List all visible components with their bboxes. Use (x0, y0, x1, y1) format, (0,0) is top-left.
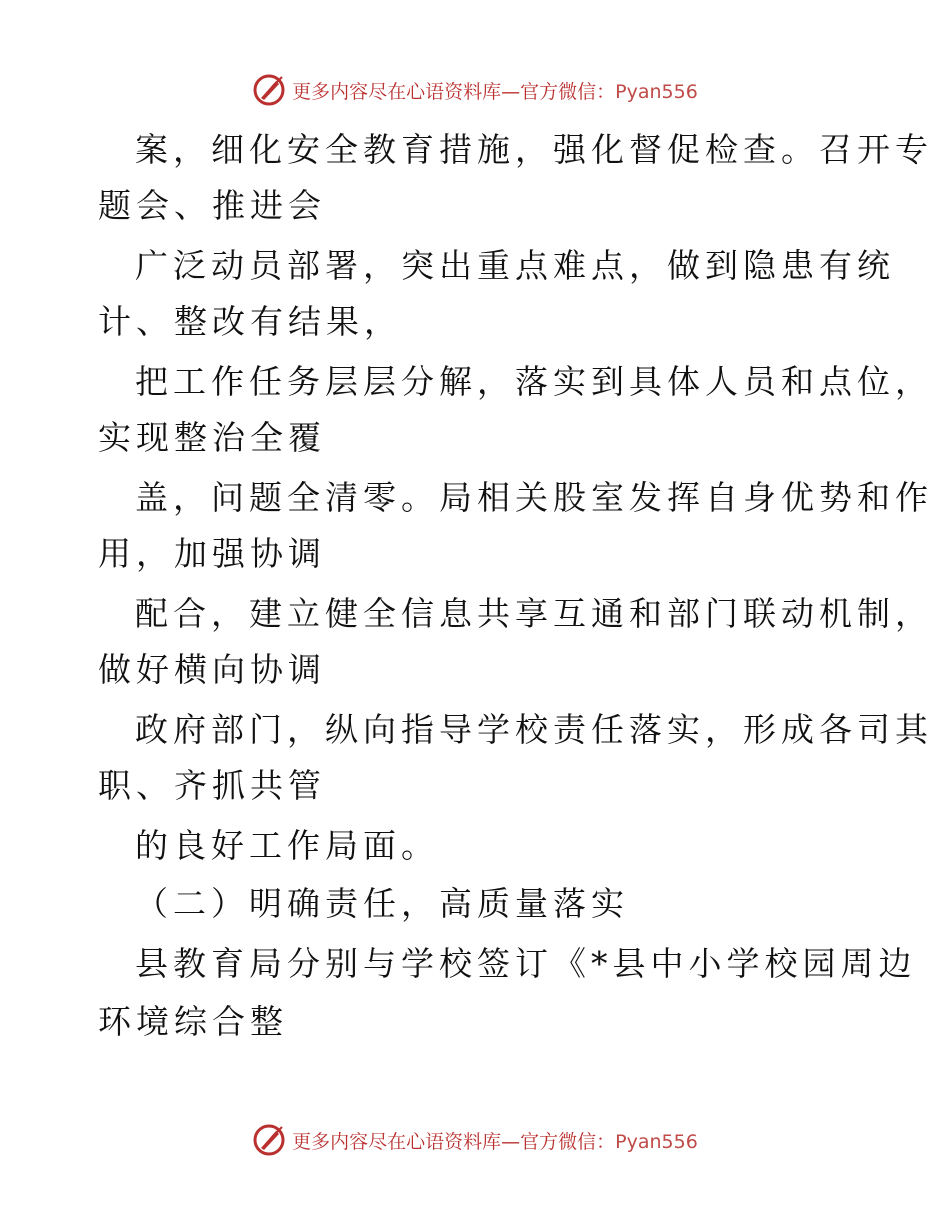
body-line: 职、齐抓共管 (98, 766, 326, 805)
body-line: 广泛动员部署，突出重点难点，做到隐患有统 (135, 246, 895, 285)
quill-logo-icon (252, 73, 286, 107)
header-watermark (0, 70, 950, 110)
body-line: 县教育局分别与学校签订《*县中小学校园周边 (135, 944, 917, 983)
section-heading: （二）明确责任，高质量落实 (135, 884, 629, 923)
body-line: 实现整治全覆 (98, 418, 326, 457)
body-line: 案，细化安全教育措施，强化督促检查。召开专 (135, 130, 933, 169)
watermark-text: 更多内容尽在心语资料库—官方微信：Pyan556 (292, 80, 698, 103)
body-line: 配合，建立健全信息共享互通和部门联动机制， (135, 594, 933, 633)
body-line: 做好横向协调 (98, 650, 326, 689)
body-line: 盖，问题全清零。局相关股室发挥自身优势和作 (135, 478, 933, 517)
quill-logo-icon (252, 1123, 286, 1157)
body-line: 用，加强协调 (98, 534, 326, 573)
body-line: 把工作任务层层分解，落实到具体人员和点位， (135, 362, 933, 401)
body-line: 题会、推进会 (98, 186, 326, 225)
body-line: 计、整改有结果， (98, 302, 402, 341)
body-line: 环境综合整 (98, 1002, 288, 1041)
footer-watermark (0, 1120, 950, 1160)
body-line: 的良好工作局面。 (135, 826, 439, 865)
watermark-text: 更多内容尽在心语资料库—官方微信：Pyan556 (292, 1130, 698, 1153)
body-line: 政府部门，纵向指导学校责任落实，形成各司其 (135, 710, 933, 749)
